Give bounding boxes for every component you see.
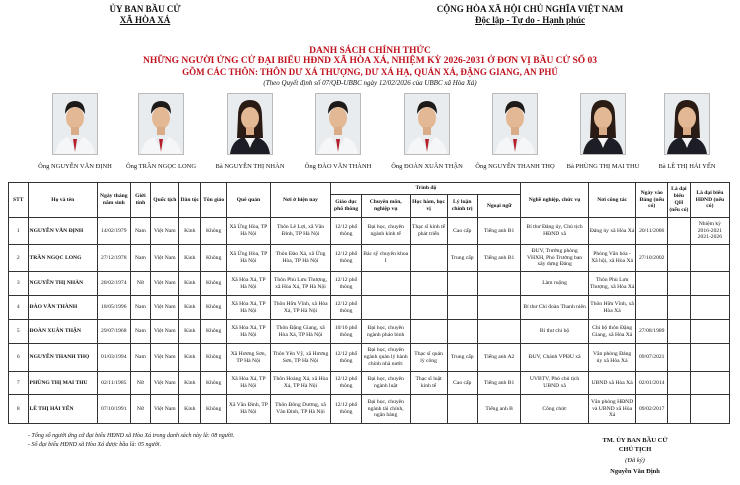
col-job: Nghề nghiệp, chức vụ xyxy=(521,183,588,218)
candidate-photo-caption: Ông ĐOÀN XUÂN THẬN xyxy=(391,163,463,170)
cell-rel: Không xyxy=(201,395,227,424)
table-row xyxy=(9,218,730,245)
table-row xyxy=(9,296,730,320)
cell-pro xyxy=(361,272,410,296)
candidate-portrait xyxy=(315,93,361,155)
col-nationality: Quốc tịch xyxy=(151,183,179,218)
cell-lang: Tiếng anh B1 xyxy=(477,245,520,272)
cell-gen: 12/12 phổ thông xyxy=(331,372,361,395)
cell-gender: Nam xyxy=(130,296,151,320)
cell-party: 09/02/2017 xyxy=(636,395,667,424)
cell-hdnd xyxy=(690,272,729,296)
cell-dob: 07/10/1991 xyxy=(98,395,131,424)
cell-res: Thôn Lê Lợi, xã Vân Đình, TP Hà Nội xyxy=(270,218,331,245)
nation-name: CỘNG HÒA XÃ HỘI CHỦ NGHĨA VIỆT NAM xyxy=(436,4,624,14)
cell-deg: Thạc sĩ quản lý công xyxy=(410,344,447,372)
cell-dob: 02/11/1985 xyxy=(98,372,131,395)
candidate-photo-caption: Ông NGUYỄN THANH THỌ xyxy=(475,163,555,170)
sign-status: (Đã ký) xyxy=(625,457,645,464)
cell-pol: Trung cấp xyxy=(447,344,477,372)
cell-nat: Việt Nam xyxy=(151,395,179,424)
cell-dob: 28/02/1974 xyxy=(98,272,131,296)
candidate-photo-card xyxy=(558,93,648,170)
cell-stt: 6 xyxy=(9,344,29,372)
cell-work: Văn phòng HĐND và UBND xã Hòa Xá xyxy=(588,395,636,424)
col-hometown: Quê quán xyxy=(227,183,270,218)
cell-na xyxy=(667,344,690,372)
motto: Độc lập - Tự do - Hạnh phúc xyxy=(474,15,585,25)
candidate-photo-caption: Ông TRẦN NGỌC LONG xyxy=(125,163,197,170)
sign-organization: TM. ỦY BAN BẦU CỬ xyxy=(602,437,668,444)
candidate-table xyxy=(8,182,730,424)
candidate-photo-caption: Bà LÊ THỊ HẢI YẾN xyxy=(658,163,716,170)
candidate-portrait xyxy=(664,93,710,155)
candidate-photo-card xyxy=(382,93,472,170)
cell-pro: Đại học, chuyên ngành quản lý hành chính nhà nước xyxy=(361,344,410,372)
cell-work: Phòng Văn hóa - Xã hội, xã Hòa Xá xyxy=(588,245,636,272)
cell-pro: Đại học, chuyên ngành tài chính, ngân hàng xyxy=(361,395,410,424)
cell-pol xyxy=(447,296,477,320)
cell-nat: Việt Nam xyxy=(151,245,179,272)
cell-deg xyxy=(410,296,447,320)
col-residence: Nơi ở hiện nay xyxy=(270,183,331,218)
sign-name: Nguyễn Văn Định xyxy=(610,468,660,475)
col-party: Ngày vào Đảng (nếu có) xyxy=(636,183,667,218)
cell-pro: Đại học, chuyên ngành pháo binh xyxy=(361,320,410,344)
cell-gender: Nam xyxy=(130,218,151,245)
cell-work: Thôn Phù Lưu Thượng, xã Hòa Xá xyxy=(588,272,636,296)
cell-dob: 18/05/1996 xyxy=(98,296,131,320)
cell-rel: Không xyxy=(201,344,227,372)
cell-stt: 1 xyxy=(9,218,29,245)
cell-eth: Kinh xyxy=(179,245,201,272)
candidate-photos xyxy=(30,93,730,177)
cell-eth: Kinh xyxy=(179,272,201,296)
cell-rel: Không xyxy=(201,372,227,395)
candidate-photo-card xyxy=(116,93,206,170)
col-name: Họ và tên xyxy=(28,183,97,218)
cell-dob: 27/12/1978 xyxy=(98,245,131,272)
cell-home: Xã Hòa Xá, TP Hà Nội xyxy=(227,272,270,296)
cell-deg xyxy=(410,272,447,296)
note-elected: - Số đại biểu HĐND xã Hòa Xá được bầu là: 05 người. xyxy=(28,442,162,448)
cell-job: Công chức xyxy=(521,395,588,424)
cell-name: NGUYỄN THANH THỌ xyxy=(28,344,97,372)
cell-name: ĐOÀN XUÂN THẬN xyxy=(28,320,97,344)
cell-gen: 12/12 phổ thông xyxy=(331,344,361,372)
cell-party: 02/01/2014 xyxy=(636,372,667,395)
candidate-photo-caption: Ông NGUYỄN VĂN ĐỊNH xyxy=(38,163,112,170)
cell-lang: Tiếng anh B1 xyxy=(477,218,520,245)
cell-na xyxy=(667,395,690,424)
col-language: Ngoại ngữ xyxy=(477,195,520,218)
cell-hdnd xyxy=(690,296,729,320)
cell-nat: Việt Nam xyxy=(151,296,179,320)
col-workplace: Nơi công tác xyxy=(588,183,636,218)
cell-gender: Nữ xyxy=(130,272,151,296)
villages-line: GỒM CÁC THÔN: THÔN DƯ XÁ THƯỢNG, DƯ XÁ HẠ, QUÁN XÁ, ĐẶNG GIANG, AN PHÚ xyxy=(182,67,558,77)
cell-name: NGUYỄN THỊ NHÀN xyxy=(28,272,97,296)
cell-party xyxy=(636,272,667,296)
cell-deg xyxy=(410,245,447,272)
table-row xyxy=(9,245,730,272)
cell-eth: Kinh xyxy=(179,296,201,320)
cell-deg: Thạc sĩ kinh tế phát triển xyxy=(410,218,447,245)
cell-job: UVBTV, Phó chủ tịch UBND xã xyxy=(521,372,588,395)
cell-na xyxy=(667,272,690,296)
cell-rel: Không xyxy=(201,296,227,320)
cell-lang xyxy=(477,296,520,320)
cell-job: Làm ruộng xyxy=(521,272,588,296)
cell-gender: Nữ xyxy=(130,372,151,395)
cell-name: NGUYỄN VĂN ĐỊNH xyxy=(28,218,97,245)
cell-pol xyxy=(447,395,477,424)
candidate-portrait xyxy=(52,93,98,155)
sign-title: CHỦ TỊCH xyxy=(618,446,652,453)
issuer-header xyxy=(70,4,220,26)
cell-stt: 8 xyxy=(9,395,29,424)
col-hdnd-delegate: Là đại biểu HĐND (nếu có) xyxy=(690,183,729,218)
col-stt: STT xyxy=(9,183,29,218)
cell-home: Xã Hương Sơn, TP Hà Nội xyxy=(227,344,270,372)
cell-lang xyxy=(477,272,520,296)
cell-rel: Không xyxy=(201,218,227,245)
cell-lang: Tiếng anh B1 xyxy=(477,372,520,395)
cell-eth: Kinh xyxy=(179,344,201,372)
cell-work: Đảng ủy xã Hòa Xá xyxy=(588,218,636,245)
col-degree: Học hàm, học vị xyxy=(410,195,447,218)
cell-home: Xã Hòa Xá, TP Hà Nội xyxy=(227,372,270,395)
cell-hdnd xyxy=(690,320,729,344)
table-row xyxy=(9,320,730,344)
cell-nat: Việt Nam xyxy=(151,320,179,344)
cell-home: Xã Hòa Xá, TP Hà Nội xyxy=(227,296,270,320)
col-religion: Tôn giáo xyxy=(201,183,227,218)
table-row xyxy=(9,272,730,296)
cell-gen: 12/12 phổ thông xyxy=(331,272,361,296)
document-title: DANH SÁCH CHÍNH THỨC xyxy=(309,46,431,56)
cell-eth: Kinh xyxy=(179,395,201,424)
cell-party: 27/10/2002 xyxy=(636,245,667,272)
cell-rel: Không xyxy=(201,245,227,272)
cell-dob: 29/07/1968 xyxy=(98,320,131,344)
cell-na xyxy=(667,320,690,344)
cell-stt: 3 xyxy=(9,272,29,296)
national-header xyxy=(400,4,660,26)
table-row xyxy=(9,395,730,424)
cell-hdnd xyxy=(690,245,729,272)
candidate-portrait xyxy=(227,93,273,155)
cell-deg xyxy=(410,395,447,424)
cell-work: Thôn Hữu Vĩnh, xã Hòa Xá xyxy=(588,296,636,320)
col-dob: Ngày tháng năm sinh xyxy=(98,183,131,218)
candidate-photo-card xyxy=(642,93,732,170)
cell-job: ĐUV, Chánh VPĐU xã xyxy=(521,344,588,372)
cell-eth: Kinh xyxy=(179,320,201,344)
cell-stt: 2 xyxy=(9,245,29,272)
cell-res: Thôn Phù Lưu Thượng, xã Hòa Xá, TP Hà Nội xyxy=(270,272,331,296)
cell-gen: 12/12 phổ thông xyxy=(331,395,361,424)
candidate-portrait xyxy=(492,93,538,155)
cell-lang: Tiếng anh B xyxy=(477,395,520,424)
cell-gender: Nam xyxy=(130,320,151,344)
cell-pol xyxy=(447,320,477,344)
cell-party: 20/11/2006 xyxy=(636,218,667,245)
cell-hdnd xyxy=(690,395,729,424)
cell-gender: Nam xyxy=(130,344,151,372)
cell-pro: Đại học, chuyên ngành kinh tế xyxy=(361,218,410,245)
issuer-line2: XÃ HÒA XÁ xyxy=(119,15,171,25)
cell-job: Bí thư Chi đoàn Thanh niên xyxy=(521,296,588,320)
table-row xyxy=(9,344,730,372)
cell-hdnd: Nhiệm kỳ 2016-2021 2021-2026 xyxy=(690,218,729,245)
cell-res: Thôn Hoàng Xá, xã Hòa Xá, TP Hà Nội xyxy=(270,372,331,395)
cell-gen: 12/12 phổ thông xyxy=(331,296,361,320)
cell-gen: 12/12 phổ thông xyxy=(331,245,361,272)
candidate-photo-caption: Bà PHÙNG THỊ MAI THU xyxy=(566,163,640,170)
cell-res: Thôn Đông Dương, xã Vân Đình, TP Hà Nội xyxy=(270,395,331,424)
cell-na xyxy=(667,296,690,320)
cell-hdnd xyxy=(690,344,729,372)
col-political: Lý luận chính trị xyxy=(447,195,477,218)
cell-hdnd xyxy=(690,372,729,395)
cell-rel: Không xyxy=(201,320,227,344)
cell-pol: Trung cấp xyxy=(447,245,477,272)
document-subtitle: NHỮNG NGƯỜI ỨNG CỬ ĐẠI BIỂU HĐND XÃ HÒA XÁ, NHIỆM KỲ 2026-2031 Ở ĐƠN VỊ BẦU CỬ SỐ 03 xyxy=(142,56,598,66)
cell-home: Xã Ứng Hòa, TP Hà Nội xyxy=(227,245,270,272)
cell-stt: 7 xyxy=(9,372,29,395)
cell-nat: Việt Nam xyxy=(151,272,179,296)
cell-nat: Việt Nam xyxy=(151,218,179,245)
cell-dob: 14/02/1979 xyxy=(98,218,131,245)
candidate-photo-card xyxy=(293,93,383,170)
cell-nat: Việt Nam xyxy=(151,344,179,372)
candidate-portrait xyxy=(404,93,450,155)
cell-na xyxy=(667,218,690,245)
cell-res: Thôn Yên Vỹ, xã Hương Sơn, TP Hà Nội xyxy=(270,344,331,372)
cell-pol: Cao cấp xyxy=(447,372,477,395)
cell-gender: Nữ xyxy=(130,395,151,424)
cell-gen: 10/10 phổ thông xyxy=(331,320,361,344)
note-total: - Tổng số người ứng cử đại biểu HĐND xã Hòa Xá trong danh sách này là: 08 người. xyxy=(28,433,235,439)
cell-na xyxy=(667,372,690,395)
cell-job: Bí thư Đảng ủy, Chủ tịch HĐND xã xyxy=(521,218,588,245)
cell-eth: Kinh xyxy=(179,372,201,395)
cell-nat: Việt Nam xyxy=(151,372,179,395)
cell-home: Xã Vân Đình, TP Hà Nội xyxy=(227,395,270,424)
cell-name: TRẦN NGỌC LONG xyxy=(28,245,97,272)
cell-home: Xã Ứng Hòa, TP Hà Nội xyxy=(227,218,270,245)
col-level-group: Trình độ xyxy=(331,183,521,195)
col-ethnic: Dân tộc xyxy=(179,183,201,218)
cell-home: Xã Hòa Xá, TP Hà Nội xyxy=(227,320,270,344)
cell-lang xyxy=(477,320,520,344)
cell-deg xyxy=(410,320,447,344)
cell-dob: 01/03/1994 xyxy=(98,344,131,372)
cell-res: Thôn Đặng Giang, xã Hòa Xá, TP Hà Nội xyxy=(270,320,331,344)
candidate-photo-card xyxy=(470,93,560,170)
col-professional: Chuyên môn, nghiệp vụ xyxy=(361,195,410,218)
cell-work: Văn phòng Đảng ủy xã Hòa Xá xyxy=(588,344,636,372)
cell-gen: 12/12 phổ thông xyxy=(331,218,361,245)
cell-rel: Không xyxy=(201,272,227,296)
cell-eth: Kinh xyxy=(179,218,201,245)
cell-name: LÊ THỊ HẢI YẾN xyxy=(28,395,97,424)
cell-work: UBND xã Hòa Xá xyxy=(588,372,636,395)
cell-gender: Nam xyxy=(130,245,151,272)
cell-res: Thôn Đào Xá, xã Ứng Hòa, TP Hà Nội xyxy=(270,245,331,272)
cell-party xyxy=(636,296,667,320)
candidate-photo-card xyxy=(205,93,295,170)
cell-job: ĐUV, Trưởng phòng VHXH, Phó Trưởng ban xây dựng Đảng xyxy=(521,245,588,272)
candidate-photo-caption: Bà NGUYỄN THỊ NHÀN xyxy=(215,163,285,170)
cell-deg: Thạc sĩ luật kinh tế xyxy=(410,372,447,395)
candidate-portrait xyxy=(138,93,184,155)
col-general: Giáo dục phổ thông xyxy=(331,195,361,218)
table-row xyxy=(9,372,730,395)
cell-pro xyxy=(361,296,410,320)
cell-pol xyxy=(447,272,477,296)
decision-reference: (Theo Quyết định số 07/QĐ-UBBC ngày 12/02/2026 của UBBC xã Hòa Xá) xyxy=(263,79,477,87)
cell-pro: Bác sỹ chuyên khoa I xyxy=(361,245,410,272)
signature-block xyxy=(575,436,695,476)
summary-notes xyxy=(28,432,234,450)
cell-stt: 5 xyxy=(9,320,29,344)
col-gender: Giới tính xyxy=(130,183,151,218)
candidate-portrait xyxy=(580,93,626,155)
candidate-photo-card xyxy=(30,93,120,170)
cell-na xyxy=(667,245,690,272)
cell-lang: Tiếng anh A2 xyxy=(477,344,520,372)
col-na-delegate: Là đại biểu QH (nếu có) xyxy=(667,183,690,218)
cell-work: Chi bộ thôn Đặng Giang, xã Hòa Xá xyxy=(588,320,636,344)
cell-pro: Đại học, chuyên ngành luật xyxy=(361,372,410,395)
cell-name: ĐÀO VĂN THÀNH xyxy=(28,296,97,320)
cell-party: 09/07/2021 xyxy=(636,344,667,372)
cell-job: Bí thư chi bộ xyxy=(521,320,588,344)
cell-party: 27/08/1989 xyxy=(636,320,667,344)
candidate-photo-caption: Ông ĐÀO VĂN THÀNH xyxy=(304,163,372,170)
cell-res: Thôn Hữu Vĩnh, xã Hòa Xá, TP Hà Nội xyxy=(270,296,331,320)
cell-pol: Cao cấp xyxy=(447,218,477,245)
issuer-line1: ỦY BAN BẦU CỬ xyxy=(109,4,181,14)
cell-stt: 4 xyxy=(9,296,29,320)
cell-name: PHÙNG THỊ MAI THU xyxy=(28,372,97,395)
